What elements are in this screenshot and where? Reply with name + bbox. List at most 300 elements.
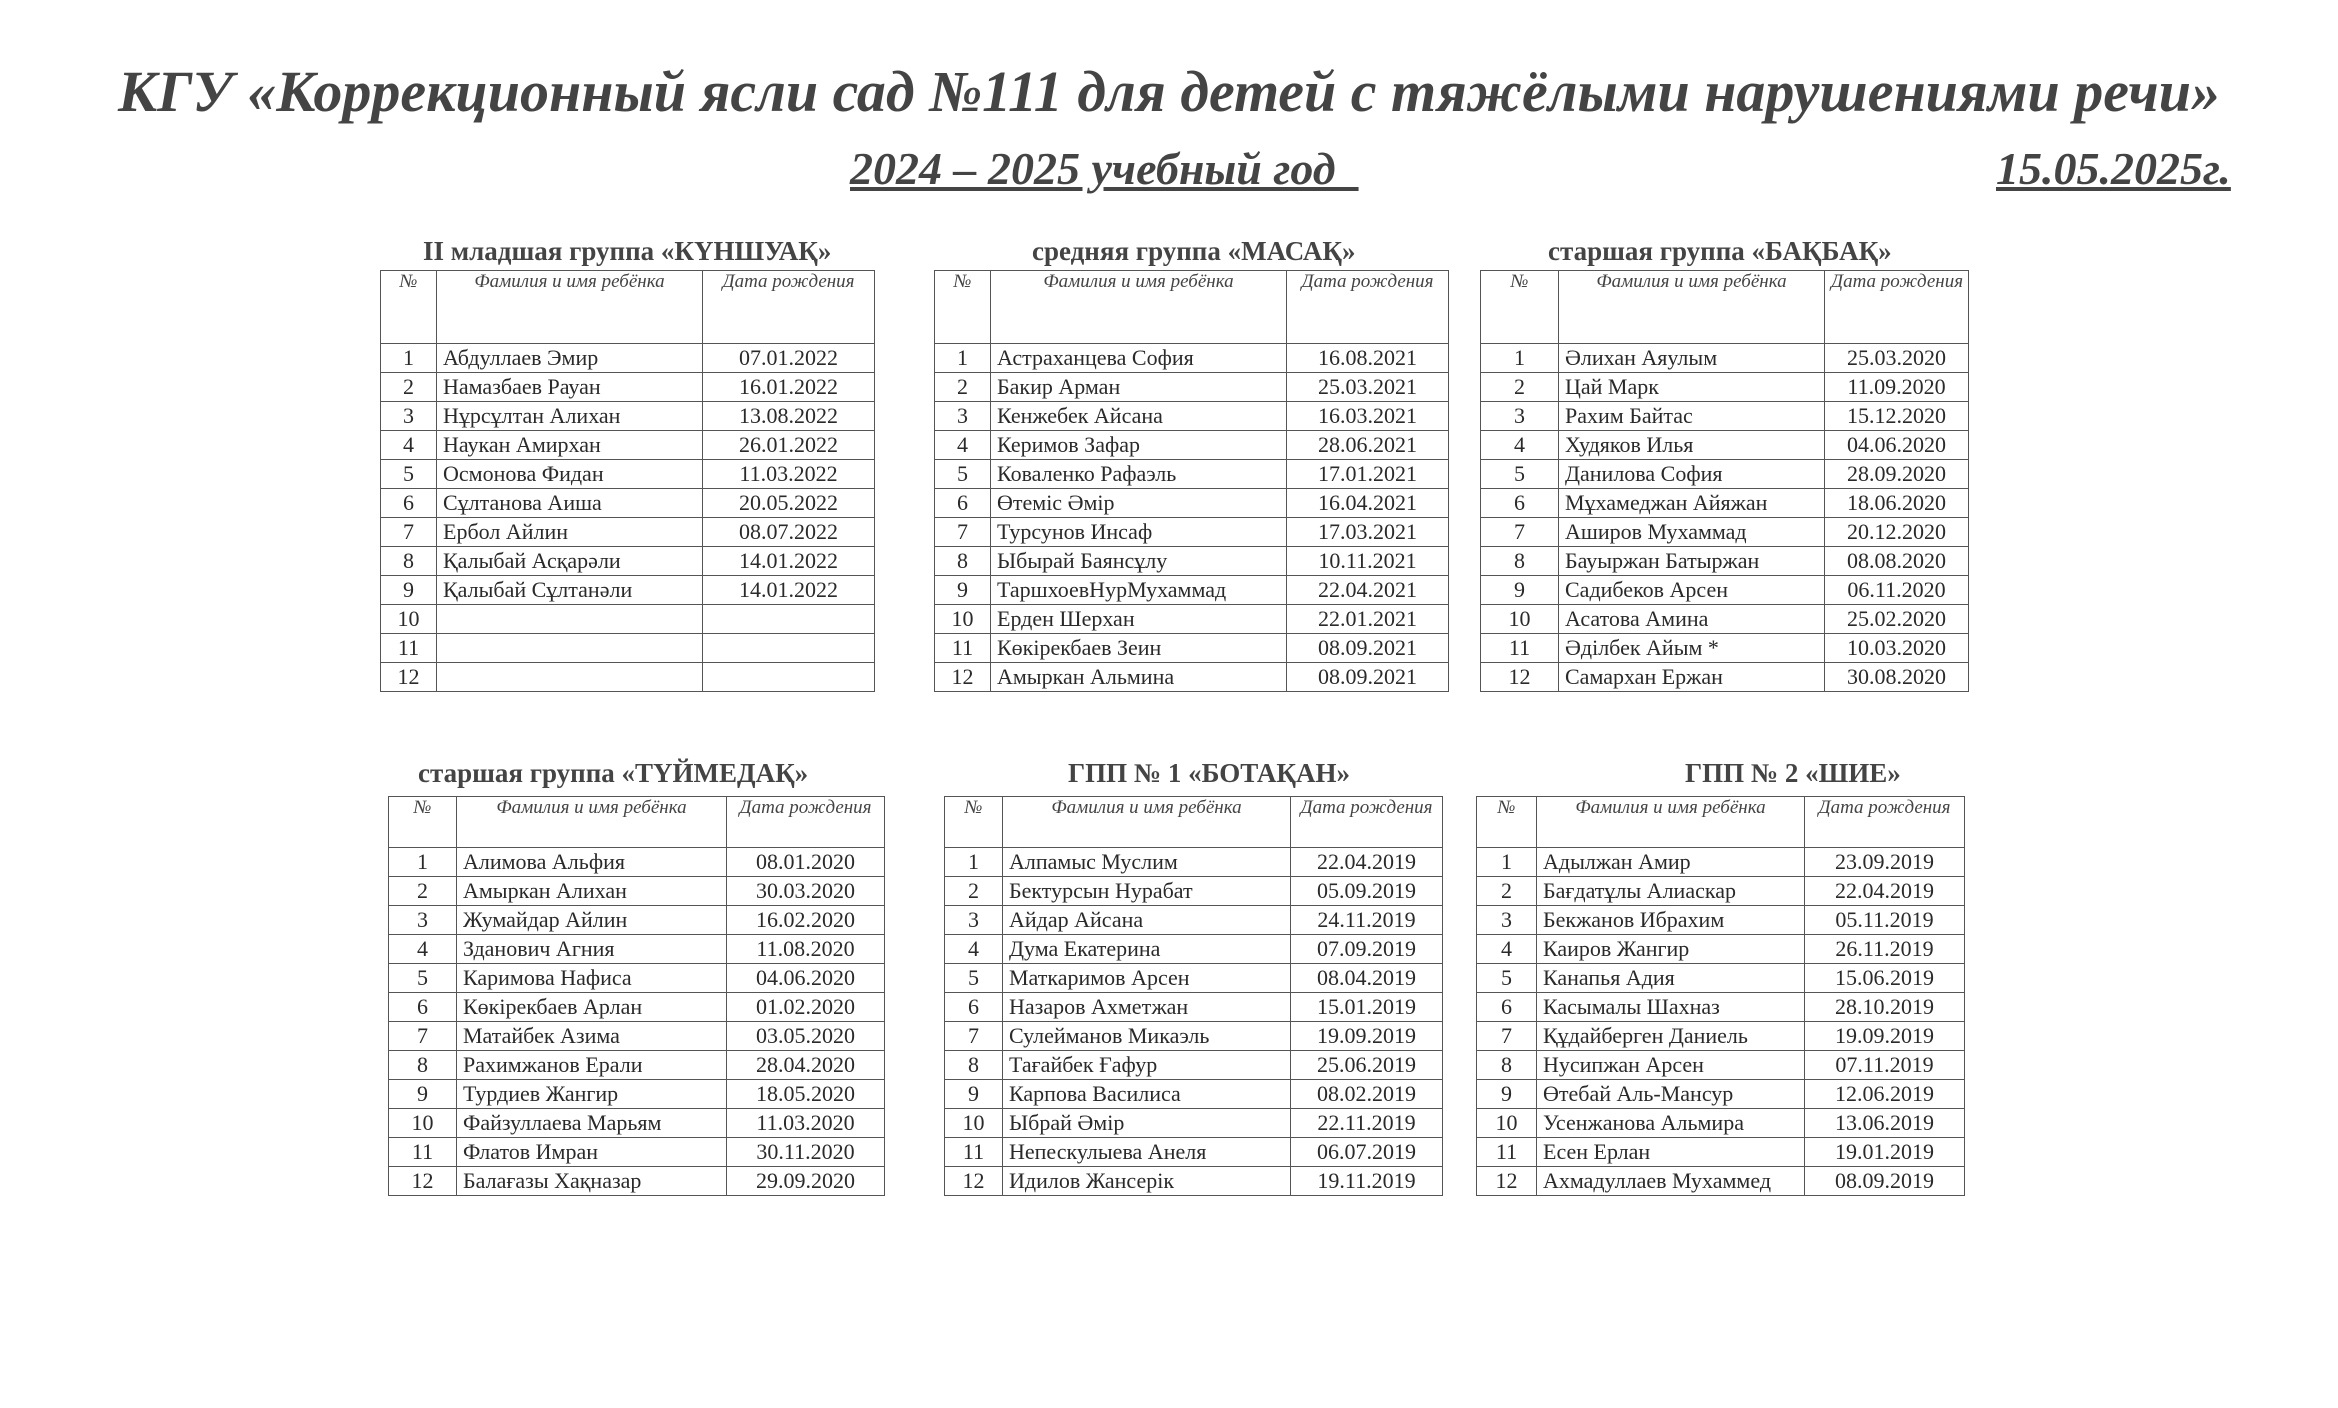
child-name: Данилова София [1559, 460, 1825, 489]
table-row [945, 1138, 1443, 1167]
child-name: Қалыбай Сұлтанәли [437, 576, 703, 605]
table-row [389, 1167, 885, 1196]
col-header-name: Фамилия и имя ребёнка [457, 797, 727, 848]
birth-date: 11.03.2022 [703, 460, 875, 489]
col-header-num: № [1481, 271, 1559, 344]
child-name: Намазбаев Рауан [437, 373, 703, 402]
row-number: 7 [381, 518, 437, 547]
birth-date: 28.06.2021 [1287, 431, 1449, 460]
child-name: Коваленко Рафаэль [991, 460, 1287, 489]
child-name: Бекжанов Ибрахим [1537, 906, 1805, 935]
birth-date: 04.06.2020 [1825, 431, 1969, 460]
row-number: 2 [945, 877, 1003, 906]
birth-date: 26.11.2019 [1805, 935, 1965, 964]
table-row [381, 605, 875, 634]
row-number: 5 [389, 964, 457, 993]
row-number: 4 [935, 431, 991, 460]
table-row [1481, 431, 1969, 460]
child-name: Әлихан Аяулым [1559, 344, 1825, 373]
child-name: Турсунов Инсаф [991, 518, 1287, 547]
row-number: 5 [1477, 964, 1537, 993]
birth-date: 17.03.2021 [1287, 518, 1449, 547]
child-name: Ерден Шерхан [991, 605, 1287, 634]
birth-date: 22.01.2021 [1287, 605, 1449, 634]
group-title: старшая группа «БАҚБАҚ» [1548, 236, 1892, 266]
child-name: Маткаримов Арсен [1003, 964, 1291, 993]
row-number: 10 [381, 605, 437, 634]
child-name: Асатова Амина [1559, 605, 1825, 634]
birth-date: 19.09.2019 [1291, 1022, 1443, 1051]
child-name: Амыркан Алихан [457, 877, 727, 906]
row-number: 7 [1481, 518, 1559, 547]
child-name: Турдиев Жангир [457, 1080, 727, 1109]
child-name: Сұлтанова Аиша [437, 489, 703, 518]
birth-date: 20.05.2022 [703, 489, 875, 518]
row-number: 5 [945, 964, 1003, 993]
table-row [935, 605, 1449, 634]
child-name: Непескулыева Анеля [1003, 1138, 1291, 1167]
col-header-dob: Дата рождения [1291, 797, 1443, 848]
group-table [1480, 270, 1969, 692]
table-row [935, 431, 1449, 460]
table-row [381, 373, 875, 402]
row-number: 1 [1481, 344, 1559, 373]
child-name: Есен Ерлан [1537, 1138, 1805, 1167]
child-name: Рахим Байтас [1559, 402, 1825, 431]
row-number: 8 [1481, 547, 1559, 576]
school-year: 2024 – 2025 учебный год [850, 143, 1359, 194]
child-name: Қалыбай Асқарәли [437, 547, 703, 576]
table-row [381, 344, 875, 373]
child-name: Амыркан Альмина [991, 663, 1287, 692]
col-header-name: Фамилия и имя ребёнка [991, 271, 1287, 344]
child-name: Тағайбек Ғафур [1003, 1051, 1291, 1080]
row-number: 12 [381, 663, 437, 692]
row-number: 9 [381, 576, 437, 605]
group-table [1476, 796, 1965, 1196]
table-row [935, 489, 1449, 518]
row-number: 10 [935, 605, 991, 634]
row-number: 10 [1481, 605, 1559, 634]
child-name: Ербол Айлин [437, 518, 703, 547]
birth-date: 08.01.2020 [727, 848, 885, 877]
child-name: Бағдатұлы Алиаскар [1537, 877, 1805, 906]
child-name: Аширов Мухаммад [1559, 518, 1825, 547]
table-row [1481, 518, 1969, 547]
birth-date: 22.04.2021 [1287, 576, 1449, 605]
birth-date: 05.11.2019 [1805, 906, 1965, 935]
row-number: 6 [945, 993, 1003, 1022]
row-number: 9 [1481, 576, 1559, 605]
birth-date: 26.01.2022 [703, 431, 875, 460]
child-name: Көкірекбаев Зеин [991, 634, 1287, 663]
birth-date: 08.09.2021 [1287, 663, 1449, 692]
table-row [1477, 993, 1965, 1022]
table-row [1477, 1138, 1965, 1167]
table-row [935, 576, 1449, 605]
birth-date: 06.07.2019 [1291, 1138, 1443, 1167]
birth-date: 01.02.2020 [727, 993, 885, 1022]
table-row [1477, 848, 1965, 877]
row-number: 11 [389, 1138, 457, 1167]
child-name: Худяков Илья [1559, 431, 1825, 460]
child-name: Құдайберген Даниель [1537, 1022, 1805, 1051]
table-row [1477, 1080, 1965, 1109]
birth-date: 18.06.2020 [1825, 489, 1969, 518]
row-number: 2 [1477, 877, 1537, 906]
child-name: Нұрсұлтан Алихан [437, 402, 703, 431]
row-number: 9 [389, 1080, 457, 1109]
table-row [381, 431, 875, 460]
table-row [945, 848, 1443, 877]
table-row [381, 489, 875, 518]
row-number: 4 [1477, 935, 1537, 964]
row-number: 8 [935, 547, 991, 576]
group-title: старшая группа «ТҮЙМЕДАҚ» [418, 758, 809, 788]
table-row [1481, 489, 1969, 518]
table-row [1477, 1109, 1965, 1138]
child-name: Алпамыс Муслим [1003, 848, 1291, 877]
birth-date: 19.09.2019 [1805, 1022, 1965, 1051]
birth-date: 07.11.2019 [1805, 1051, 1965, 1080]
table-row [935, 518, 1449, 547]
child-name: Назаров Ахметжан [1003, 993, 1291, 1022]
child-name: Идилов Жансерік [1003, 1167, 1291, 1196]
row-number: 3 [381, 402, 437, 431]
birth-date: 25.02.2020 [1825, 605, 1969, 634]
row-number: 7 [935, 518, 991, 547]
birth-date: 20.12.2020 [1825, 518, 1969, 547]
child-name: Канапья Адия [1537, 964, 1805, 993]
document-title: КГУ «Коррекционный ясли сад №111 для детей с тяжёлыми нарушениями речи» [118, 59, 2220, 124]
child-name: Керимов Зафар [991, 431, 1287, 460]
child-name: Алимова Альфия [457, 848, 727, 877]
table-row [381, 663, 875, 692]
child-name: Адылжан Амир [1537, 848, 1805, 877]
table-row [389, 848, 885, 877]
birth-date [703, 634, 875, 663]
birth-date: 03.05.2020 [727, 1022, 885, 1051]
child-name: Абдуллаев Эмир [437, 344, 703, 373]
birth-date: 22.11.2019 [1291, 1109, 1443, 1138]
row-number: 8 [389, 1051, 457, 1080]
child-name: Касымалы Шахназ [1537, 993, 1805, 1022]
table-row [389, 877, 885, 906]
table-row [1481, 663, 1969, 692]
row-number: 2 [1481, 373, 1559, 402]
table-row [945, 993, 1443, 1022]
child-name: Каримова Нафиса [457, 964, 727, 993]
table-row [1477, 906, 1965, 935]
table-row [389, 964, 885, 993]
row-number: 7 [1477, 1022, 1537, 1051]
child-name: Наукан Амирхан [437, 431, 703, 460]
group-title: ГПП № 1 «БОТАҚАН» [1068, 758, 1350, 788]
row-number: 8 [1477, 1051, 1537, 1080]
row-number: 6 [381, 489, 437, 518]
row-number: 6 [935, 489, 991, 518]
child-name [437, 605, 703, 634]
child-name: Мұхамеджан Айяжан [1559, 489, 1825, 518]
birth-date: 25.03.2021 [1287, 373, 1449, 402]
child-name: Матайбек Азима [457, 1022, 727, 1051]
birth-date: 14.01.2022 [703, 576, 875, 605]
birth-date: 08.07.2022 [703, 518, 875, 547]
birth-date: 10.03.2020 [1825, 634, 1969, 663]
table-row [1481, 402, 1969, 431]
table-row [945, 1080, 1443, 1109]
row-number: 1 [935, 344, 991, 373]
table-row [935, 344, 1449, 373]
group-table [944, 796, 1443, 1196]
col-header-num: № [945, 797, 1003, 848]
table-row [935, 663, 1449, 692]
child-name: Жумайдар Айлин [457, 906, 727, 935]
row-number: 1 [945, 848, 1003, 877]
child-name [437, 634, 703, 663]
birth-date: 11.03.2020 [727, 1109, 885, 1138]
table-row [1477, 1167, 1965, 1196]
row-number: 9 [935, 576, 991, 605]
birth-date: 17.01.2021 [1287, 460, 1449, 489]
child-name: Осмонова Фидан [437, 460, 703, 489]
child-name: Айдар Айсана [1003, 906, 1291, 935]
table-row [381, 576, 875, 605]
row-number: 12 [1477, 1167, 1537, 1196]
group-table [388, 796, 885, 1196]
row-number: 5 [381, 460, 437, 489]
birth-date: 18.05.2020 [727, 1080, 885, 1109]
birth-date: 25.06.2019 [1291, 1051, 1443, 1080]
birth-date: 19.11.2019 [1291, 1167, 1443, 1196]
child-name: Зданович Агния [457, 935, 727, 964]
table-row [389, 1080, 885, 1109]
child-name: Өтеміс Әмір [991, 489, 1287, 518]
row-number: 12 [945, 1167, 1003, 1196]
table-row [389, 993, 885, 1022]
birth-date: 29.09.2020 [727, 1167, 885, 1196]
group-title: средняя группа «МАСАҚ» [1032, 236, 1356, 266]
table-row [945, 1051, 1443, 1080]
child-name: Рахимжанов Ерали [457, 1051, 727, 1080]
row-number: 4 [389, 935, 457, 964]
birth-date: 08.04.2019 [1291, 964, 1443, 993]
table-row [945, 935, 1443, 964]
col-header-dob: Дата рождения [1825, 271, 1969, 344]
child-name: Балағазы Хақназар [457, 1167, 727, 1196]
table-row [1481, 373, 1969, 402]
birth-date: 22.04.2019 [1291, 848, 1443, 877]
col-header-num: № [935, 271, 991, 344]
row-number: 11 [1477, 1138, 1537, 1167]
birth-date: 24.11.2019 [1291, 906, 1443, 935]
row-number: 10 [1477, 1109, 1537, 1138]
table-row [381, 518, 875, 547]
child-name: Ыбырай Баянсұлу [991, 547, 1287, 576]
birth-date: 23.09.2019 [1805, 848, 1965, 877]
child-name: Астраханцева София [991, 344, 1287, 373]
birth-date: 16.02.2020 [727, 906, 885, 935]
birth-date: 25.03.2020 [1825, 344, 1969, 373]
table-row [389, 1109, 885, 1138]
table-row [945, 1109, 1443, 1138]
birth-date: 10.11.2021 [1287, 547, 1449, 576]
birth-date: 16.04.2021 [1287, 489, 1449, 518]
birth-date: 12.06.2019 [1805, 1080, 1965, 1109]
child-name: Флатов Имран [457, 1138, 727, 1167]
child-name: Көкірекбаев Арлан [457, 993, 727, 1022]
birth-date: 13.08.2022 [703, 402, 875, 431]
birth-date: 08.02.2019 [1291, 1080, 1443, 1109]
child-name: Өтебай Аль-Мансур [1537, 1080, 1805, 1109]
child-name: Бакир Арман [991, 373, 1287, 402]
child-name: Файзуллаева Марьям [457, 1109, 727, 1138]
col-header-name: Фамилия и имя ребёнка [437, 271, 703, 344]
birth-date: 05.09.2019 [1291, 877, 1443, 906]
table-row [1481, 460, 1969, 489]
row-number: 4 [945, 935, 1003, 964]
table-row [1477, 935, 1965, 964]
child-name: Усенжанова Альмира [1537, 1109, 1805, 1138]
table-row [945, 964, 1443, 993]
birth-date: 15.12.2020 [1825, 402, 1969, 431]
row-number: 11 [945, 1138, 1003, 1167]
row-number: 2 [935, 373, 991, 402]
table-row [935, 634, 1449, 663]
child-name: Сулейманов Микаэль [1003, 1022, 1291, 1051]
col-header-num: № [1477, 797, 1537, 848]
birth-date: 08.08.2020 [1825, 547, 1969, 576]
table-row [389, 1051, 885, 1080]
child-name: Нусипжан Арсен [1537, 1051, 1805, 1080]
col-header-name: Фамилия и имя ребёнка [1537, 797, 1805, 848]
col-header-num: № [381, 271, 437, 344]
group-title: II младшая группа «КҮНШУАҚ» [423, 236, 832, 266]
col-header-name: Фамилия и имя ребёнка [1559, 271, 1825, 344]
table-row [381, 460, 875, 489]
row-number: 3 [945, 906, 1003, 935]
row-number: 6 [1481, 489, 1559, 518]
child-name: Ыбрай Әмір [1003, 1109, 1291, 1138]
birth-date: 28.09.2020 [1825, 460, 1969, 489]
table-row [1477, 877, 1965, 906]
birth-date: 16.08.2021 [1287, 344, 1449, 373]
col-header-dob: Дата рождения [727, 797, 885, 848]
table-row [389, 1022, 885, 1051]
birth-date: 08.09.2019 [1805, 1167, 1965, 1196]
child-name: Карпова Василиса [1003, 1080, 1291, 1109]
child-name [437, 663, 703, 692]
table-row [1477, 1022, 1965, 1051]
child-name: Әділбек Айым * [1559, 634, 1825, 663]
col-header-num: № [389, 797, 457, 848]
col-header-dob: Дата рождения [1805, 797, 1965, 848]
table-row [1481, 547, 1969, 576]
table-row [1481, 576, 1969, 605]
row-number: 8 [945, 1051, 1003, 1080]
child-name: ТаршхоевНурМухаммад [991, 576, 1287, 605]
row-number: 9 [1477, 1080, 1537, 1109]
birth-date: 11.09.2020 [1825, 373, 1969, 402]
table-row [1477, 1051, 1965, 1080]
row-number: 10 [945, 1109, 1003, 1138]
row-number: 1 [1477, 848, 1537, 877]
table-row [935, 373, 1449, 402]
birth-date: 14.01.2022 [703, 547, 875, 576]
row-number: 9 [945, 1080, 1003, 1109]
row-number: 2 [389, 877, 457, 906]
table-row [935, 547, 1449, 576]
child-name: Самархан Ержан [1559, 663, 1825, 692]
birth-date: 22.04.2019 [1805, 877, 1965, 906]
child-name: Садибеков Арсен [1559, 576, 1825, 605]
birth-date [703, 605, 875, 634]
birth-date: 28.04.2020 [727, 1051, 885, 1080]
birth-date: 08.09.2021 [1287, 634, 1449, 663]
table-row [945, 877, 1443, 906]
row-number: 8 [381, 547, 437, 576]
row-number: 10 [389, 1109, 457, 1138]
child-name: Цай Марк [1559, 373, 1825, 402]
col-header-dob: Дата рождения [703, 271, 875, 344]
child-name: Бектурсын Нурабат [1003, 877, 1291, 906]
table-row [389, 906, 885, 935]
table-row [945, 906, 1443, 935]
group-table [380, 270, 875, 692]
row-number: 6 [1477, 993, 1537, 1022]
birth-date: 15.06.2019 [1805, 964, 1965, 993]
document-date: 15.05.2025г. [1996, 143, 2231, 194]
birth-date: 30.03.2020 [727, 877, 885, 906]
birth-date: 04.06.2020 [727, 964, 885, 993]
birth-date: 19.01.2019 [1805, 1138, 1965, 1167]
row-number: 12 [935, 663, 991, 692]
birth-date: 16.01.2022 [703, 373, 875, 402]
row-number: 4 [381, 431, 437, 460]
group-title: ГПП № 2 «ШИЕ» [1685, 758, 1901, 788]
row-number: 1 [381, 344, 437, 373]
table-row [945, 1167, 1443, 1196]
table-row [381, 634, 875, 663]
table-row [1481, 605, 1969, 634]
child-name: Дума Екатерина [1003, 935, 1291, 964]
table-row [935, 460, 1449, 489]
child-name: Ахмадуллаев Мухаммед [1537, 1167, 1805, 1196]
table-row [945, 1022, 1443, 1051]
row-number: 3 [1481, 402, 1559, 431]
child-name: Кенжебек Айсана [991, 402, 1287, 431]
row-number: 11 [381, 634, 437, 663]
table-row [389, 1138, 885, 1167]
row-number: 2 [381, 373, 437, 402]
table-row [1481, 634, 1969, 663]
birth-date: 07.01.2022 [703, 344, 875, 373]
col-header-dob: Дата рождения [1287, 271, 1449, 344]
row-number: 3 [389, 906, 457, 935]
row-number: 3 [935, 402, 991, 431]
row-number: 12 [389, 1167, 457, 1196]
child-name: Бауыржан Батыржан [1559, 547, 1825, 576]
table-row [1481, 344, 1969, 373]
row-number: 11 [1481, 634, 1559, 663]
row-number: 11 [935, 634, 991, 663]
child-name: Каиров Жангир [1537, 935, 1805, 964]
birth-date: 16.03.2021 [1287, 402, 1449, 431]
row-number: 3 [1477, 906, 1537, 935]
row-number: 4 [1481, 431, 1559, 460]
table-row [389, 935, 885, 964]
table-row [1477, 964, 1965, 993]
